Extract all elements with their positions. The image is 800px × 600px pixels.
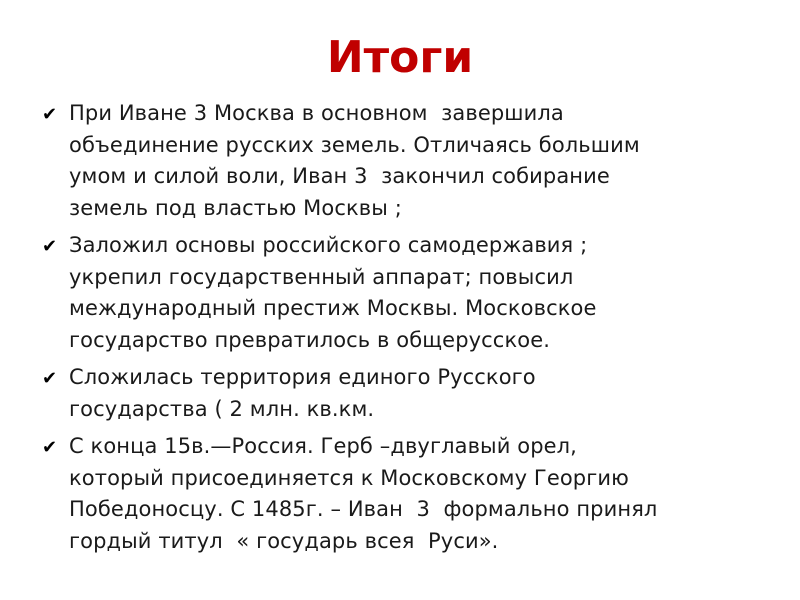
slide-title: Итоги <box>326 32 474 83</box>
bullet-list <box>42 98 772 563</box>
checkmark-bullet-icon: ✔ <box>42 236 58 257</box>
bullet-text-1: При Иване 3 Москва в основном завершила объединение русских земель. Отличаясь большим умом и силой воли, Иван 3 закончил собирание земель под властью Москвы ; <box>69 101 640 220</box>
bullet-text-4: С конца 15в.—Россия. Герб –двуглавый орел, который присоединяется к Московскому Георгию Победоносцу. С 1485г. – Иван 3 формально принял гордый титул « государь всея Руси». <box>69 434 658 553</box>
bullet-item-1 <box>42 98 772 224</box>
checkmark-bullet-icon: ✔ <box>42 368 58 389</box>
bullet-item-2 <box>42 230 772 356</box>
bullet-item-4 <box>42 431 772 557</box>
bullet-text-2: Заложил основы российского самодержавия ; укрепил государственный аппарат; повысил международный престиж Москвы. Московское государство превратилось в общерусское. <box>69 233 597 352</box>
bullet-item-3 <box>42 362 772 425</box>
checkmark-bullet-icon: ✔ <box>42 437 58 458</box>
checkmark-bullet-icon: ✔ <box>42 104 58 125</box>
bullet-text-3: Сложилась территория единого Русского государства ( 2 млн. кв.км. <box>69 365 536 421</box>
